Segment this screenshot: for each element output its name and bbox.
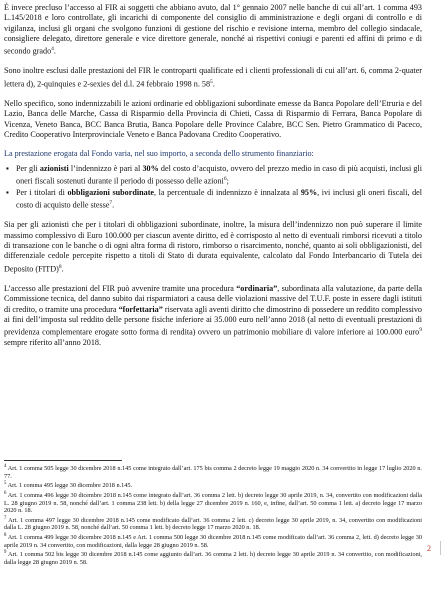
text-run: Sono inoltre esclusi dalle prestazioni del FIR le controparti qualificate ed i clienti professionali di cui all’art. 6, comma 2-quater lettera d), 2-quinquies e 2-sexies del d.l. 24 febbraio 1998 n. 58 <box>4 66 422 89</box>
footnote-number: 9 <box>4 550 7 556</box>
text-run: ; <box>226 176 229 186</box>
text-run: Sia per gli azionisti che per i titolari di obbligazioni subordinate, inoltre, la misura dell’indennizzo non può superare il limite massimo complessivo di Euro 100.000 per ciascun avente diritto, ed è corrisposto al netto di eventuali rimborsi ricevuti a titolo di transazione con le banche o di ogni altra forma di ristoro, rimborso o risarcimento, nonché, quanto ai soli obbligazionisti, del differenziale cedole percepite rispetto a titoli di Stato di durata equivalente, calcolato dal Fondo Interbancario di Tutela dei Deposito (FITD) <box>4 220 422 274</box>
footnote-ref: 8 <box>58 263 62 270</box>
bold-text: “forfettaria” <box>118 304 163 314</box>
footnote <box>4 463 422 480</box>
paragraph-exclusions-officers <box>4 3 422 57</box>
text-run: . <box>112 201 115 211</box>
bullet-icon: ▪ <box>6 163 9 173</box>
bold-text: obbligazioni subordinate <box>67 187 155 197</box>
footnotes <box>4 463 422 567</box>
paragraph-eligible-banks <box>4 99 422 140</box>
footnote-number: 5 <box>4 481 7 487</box>
footnote-ref: 9 <box>419 327 422 334</box>
text-run: La prestazione erogata dal Fondo varia, nel suo importo, a seconda dello strumento finanziario: <box>4 149 314 159</box>
paragraph-exclusions-qualified-counterparties <box>4 66 422 89</box>
text-run: . <box>61 264 64 274</box>
text-run: Per i titolari di <box>16 187 68 197</box>
footnote-number: 7 <box>4 515 7 521</box>
text-run: Nello specifico, sono indennizzabili le azioni ordinarie ed obbligazioni subordinate emesse da Banca Popolare dell’Etruria e del Lazio, Banca delle Marche, Cassa di Risparmio della Provincia di Chieti, Cassa di Risparmio di Ferrara, Banca Popolare di Vicenza, Veneto Banca, BCC Banca Brutia, Banca Popolare delle Province Calabre, BCC Sen. Pietro Grammatico di Paceco, Credito Cooperativo Interprovinciale Veneto e Banca Padovana Credito Cooperativo. <box>4 98 422 139</box>
text-run: riservata agli aventi diritto che dimostrino di possedere un reddito complessivo ai fini dell’imposta sul reddito delle persone fisiche inferiore ai 35.000 euro nell’anno 2018 (al netto di eventuali prestazioni di previdenza complementare erogate sotto forma di rendita) ovvero un patrimonio mobiliare di valore inferiore ai 100.000 euro <box>4 304 422 337</box>
footnote-number: 4 <box>4 464 7 469</box>
text-run: , la percentuale di indennizzo è innalzata al <box>154 187 301 197</box>
text-run: , ivi inclusi gli oneri fiscali, del costo di acquisto delle stesse <box>16 187 422 211</box>
footnote <box>4 480 422 490</box>
footnote-separator <box>4 460 122 461</box>
footnote-number: 6 <box>4 490 7 496</box>
text-run: l’indennizzo è pari al <box>68 163 143 173</box>
footnote <box>4 490 422 515</box>
paragraph-indemnity-limit <box>4 220 422 274</box>
text-run: , subordinata alla valutazione, da parte della Commissione tecnica, del danno subito dai risparmiatori a causa delle violazioni massive del T.U.F. poste in essere dagli istituti di credito, o tramite una procedura <box>4 283 423 314</box>
benefit-list <box>4 164 422 212</box>
footnote-number: 8 <box>4 533 7 539</box>
bold-text: 95% <box>300 187 318 197</box>
paragraph-access-procedures <box>4 284 422 349</box>
text-run: del costo d’acquisto, ovvero del prezzo medio in caso di più acquisti, inclusi gli oneri fiscali sostenuti durante il periodo di possesso delle azioni <box>16 163 422 186</box>
footnote-ref: 5 <box>210 78 213 85</box>
text-run: L’accesso alle prestazioni del FIR può avvenire tramite una procedura <box>4 283 237 293</box>
bold-text: “ordinaria” <box>236 283 278 293</box>
footnote-text: Art. 1 comma 502 bis legge 30 dicembre 2018 n.145 come aggiunto dall’art. 36 comma 2 lett. h) decreto legge 30 aprile 2019 n. 34 convertito, con modificazioni, dalla legge 28 giugno 2019 n. 58. <box>4 551 422 566</box>
footnote-text: Art. 1 comma 499 legge 30 dicembre 2018 n.145 e Art. 1 comma 500 legge 30 dicembre 2018 n.145 come modificato dall’art. 36 comma 2, lett. d) decreto legge 30 aprile 2019 n. 34 convertito, con modificazioni, dalla legge 28 giugno 2019 n. 58. <box>4 534 422 549</box>
footnote-ref: 6 <box>223 175 227 182</box>
footnote-text: Art. 1 comma 495 legge 30 dicembre 2018 n.145. <box>6 482 133 490</box>
main-content <box>4 3 422 349</box>
footnote <box>4 532 422 549</box>
bold-text: azionisti <box>39 163 69 173</box>
footnote-text: Art. 1 comma 496 legge 30 dicembre 2018 n.145 come integrato dall’art. 36 comma 2 lett. b) decreto legge 30 aprile 2019, n. 34, convertito con modificazioni dalla L. 28 giugno 2019 n. 58, nonché dall’art. 1 comma 238 lett. b) della legge 27 dicembre 2019 n. 160, e, infine, dall’art. 50 comma 1 lett. a) decreto legge 17 marzo 2020 n. 18. <box>4 492 422 515</box>
footnote-text: Art. 1 comma 505 legge 30 dicembre 2018 n.145 come integrato dall’art. 175 bis comma 2 decreto legge 19 maggio 2020 n. 34 convertito in legge 17 luglio 2020 n. 77. <box>4 465 422 480</box>
text-run: Per gli <box>16 163 40 173</box>
list-item <box>4 164 422 187</box>
bold-text: 30% <box>142 163 159 173</box>
footnote-text: Art. 1 comma 497 legge 30 dicembre 2018 n.145 come modificato dall’art. 36 comma 2 lett. c) decreto legge 30 aprile 2019, n. 34, convertito con modificazioni dalla L. 28 giugno 2019 n. 58, nonché dall’art. 50 comma 1 lett. b) decreto legge 17 marzo 2020 n. 18. <box>4 516 422 532</box>
footnote-ref: 4 <box>51 46 54 53</box>
footnote <box>4 515 422 532</box>
text-run: sempre riferito all’anno 2018. <box>4 338 102 348</box>
paragraph-benefit-intro <box>4 149 422 159</box>
text-run: . <box>53 47 56 57</box>
footnote-ref: 7 <box>109 200 113 207</box>
page-number: 2 <box>427 544 431 553</box>
footnote <box>4 549 422 566</box>
text-run: È invece precluso l’accesso al FIR ai soggetti che abbiano avuto, dal 1° gennaio 2007 nelle banche di cui all’art. 1 comma 493 L.145/2018 e loro controllate, gli incarichi di componente del consiglio di amministrazione e degli organi di controllo e di vigilanza, inclusi gli organi che svolgono funzioni di gestione del rischio e revisione interna, membro del collegio sindacale, consigliere delegato, direttore generale e vice direttore generale, nonché ai rispettivi coniugi e parenti ed affini di primo e di secondo grado <box>4 3 422 57</box>
bullet-icon: ▪ <box>6 187 9 197</box>
list-item <box>4 188 422 211</box>
page-number-rule <box>440 541 441 555</box>
text-run: . <box>212 79 215 89</box>
